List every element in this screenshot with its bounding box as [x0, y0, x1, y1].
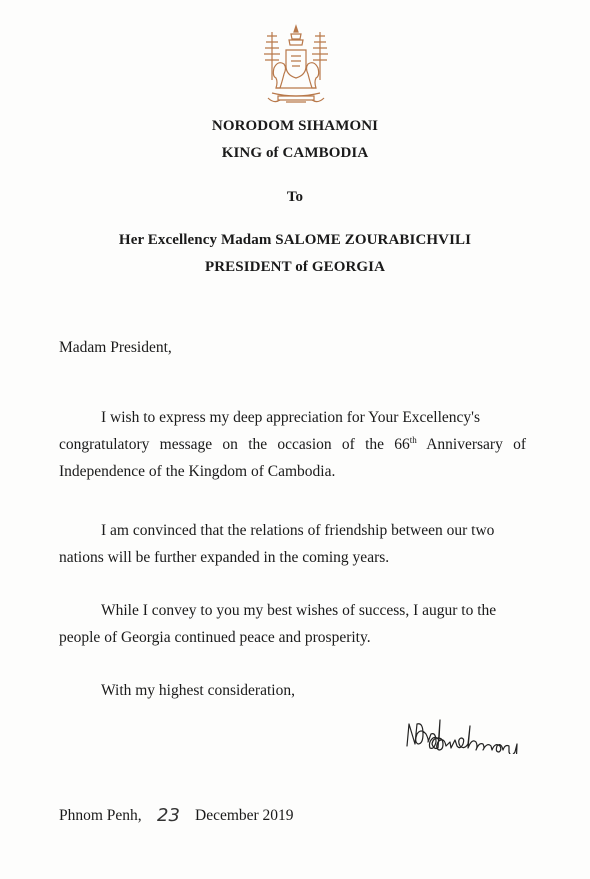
para1-ordinal-suffix: th [409, 435, 417, 445]
para1-line2 [59, 436, 526, 454]
para1-line1: I wish to express my deep appreciation for Your Excellency's [101, 409, 481, 426]
para2-line2: nations will be further expanded in the coming years. [59, 549, 390, 566]
para3-line1: While I convey to you my best wishes of success, I augur to the [101, 602, 497, 619]
para1-line2-after: Anniversary of [416, 436, 527, 453]
place: Phnom Penh, [59, 807, 142, 824]
royal-arms-of-cambodia-icon [258, 22, 334, 108]
para3-line2: people of Georgia continued peace and prosperity. [59, 629, 371, 646]
salutation: Madam President, [59, 339, 172, 356]
sender-title: KING of CAMBODIA [221, 145, 369, 161]
para1-line2-before: congratulatory message on the occasion of the 66 [59, 436, 410, 453]
sender-name: NORODOM SIHAMONI [211, 118, 379, 134]
para2-line1: I am convinced that the relations of friendship between our two [101, 522, 495, 539]
closing: With my highest consideration, [101, 682, 295, 699]
to-label: To [286, 189, 304, 205]
month-year: December 2019 [195, 807, 294, 824]
recipient-title: PRESIDENT of GEORGIA [204, 259, 386, 275]
para1-line3: Independence of the Kingdom of Cambodia. [59, 463, 336, 480]
date-day: 23 [157, 805, 180, 826]
handwritten-signature [403, 716, 553, 754]
recipient-name: Her Excellency Madam SALOME ZOURABICHVILI [118, 232, 472, 248]
